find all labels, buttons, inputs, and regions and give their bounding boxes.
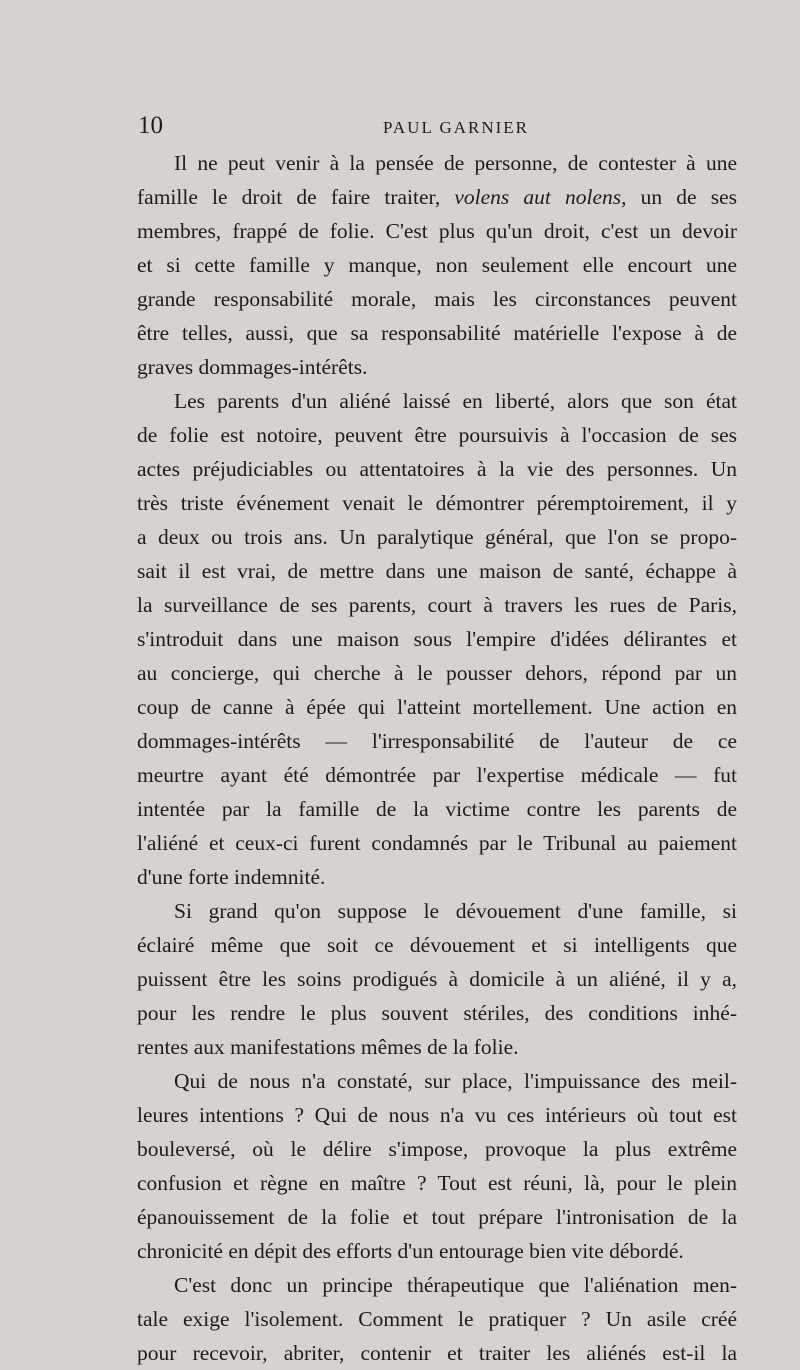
text-line: être telles, aussi, que sa responsabilité matérielle l'expose à de — [137, 321, 737, 345]
text-line: membres, frappé de folie. C'est plus qu'un droit, c'est un devoir — [137, 219, 737, 243]
page-header — [138, 112, 738, 142]
text-line: famille le droit de faire traiter, volens aut nolens, un de ses — [137, 185, 737, 209]
text-line: meurtre ayant été démontrée par l'expertise médicale — fut — [137, 763, 737, 787]
text-line: épanouissement de la folie et tout prépare l'intronisation de la — [137, 1205, 737, 1229]
text-line: éclairé même que soit ce dévouement et si intelligents que — [137, 933, 737, 957]
body-text — [137, 146, 737, 1370]
text-line: graves dommages-intérêts. — [137, 355, 368, 379]
text-line: chronicité en dépit des efforts d'un entourage bien vite débordé. — [137, 1239, 684, 1263]
text-line: confusion et règne en maître ? Tout est réuni, là, pour le plein — [137, 1171, 737, 1195]
text-line: a deux ou trois ans. Un paralytique général, que l'on se propo- — [137, 525, 737, 549]
text-line: grande responsabilité morale, mais les circonstances peuvent — [137, 287, 737, 311]
text-line: s'introduit dans une maison sous l'empire d'idées délirantes et — [137, 627, 737, 651]
text-line: puissent être les soins prodigués à domicile à un aliéné, il y a, — [137, 967, 737, 991]
text-line: d'une forte indemnité. — [137, 865, 326, 889]
text-line: dommages-intérêts — l'irresponsabilité de l'auteur de ce — [137, 729, 737, 753]
text-line: Qui de nous n'a constaté, sur place, l'impuissance des meil- — [174, 1069, 737, 1093]
text-line: l'aliéné et ceux-ci furent condamnés par le Tribunal au paiement — [137, 831, 737, 855]
text-line: Il ne peut venir à la pensée de personne, de contester à une — [174, 151, 737, 175]
text-line: au concierge, qui cherche à le pousser dehors, répond par un — [137, 661, 737, 685]
text-line: très triste événement venait le démontrer péremptoirement, il y — [137, 491, 737, 515]
text-line: pour recevoir, abriter, contenir et traiter les aliénés est-il la — [137, 1341, 737, 1365]
text-line: Les parents d'un aliéné laissé en liberté, alors que son état — [174, 389, 737, 413]
text-line: la surveillance de ses parents, court à travers les rues de Paris, — [137, 593, 737, 617]
page-number: 10 — [138, 112, 163, 139]
running-head: PAUL GARNIER — [383, 118, 530, 137]
italic-phrase: volens aut nolens — [454, 185, 622, 209]
text-line: C'est donc un principe thérapeutique que l'aliénation men- — [174, 1273, 737, 1297]
text-line: coup de canne à épée qui l'atteint mortellement. Une action en — [137, 695, 737, 719]
text-line: rentes aux manifestations mêmes de la folie. — [137, 1035, 519, 1059]
text-line: et si cette famille y manque, non seulement elle encourt une — [137, 253, 737, 277]
text-line: actes préjudiciables ou attentatoires à la vie des personnes. Un — [137, 457, 737, 481]
text-line: intentée par la famille de la victime contre les parents de — [137, 797, 737, 821]
text-line: de folie est notoire, peuvent être poursuivis à l'occasion de ses — [137, 423, 737, 447]
text-line: tale exige l'isolement. Comment le pratiquer ? Un asile créé — [137, 1307, 737, 1331]
text-line: Si grand qu'on suppose le dévouement d'une famille, si — [174, 899, 737, 923]
text-line: leures intentions ? Qui de nous n'a vu ces intérieurs où tout est — [137, 1103, 737, 1127]
text-line: sait il est vrai, de mettre dans une maison de santé, échappe à — [137, 559, 737, 583]
text-line: pour les rendre le plus souvent stériles, des conditions inhé- — [137, 1001, 737, 1025]
text-line: bouleversé, où le délire s'impose, provoque la plus extrême — [137, 1137, 737, 1161]
